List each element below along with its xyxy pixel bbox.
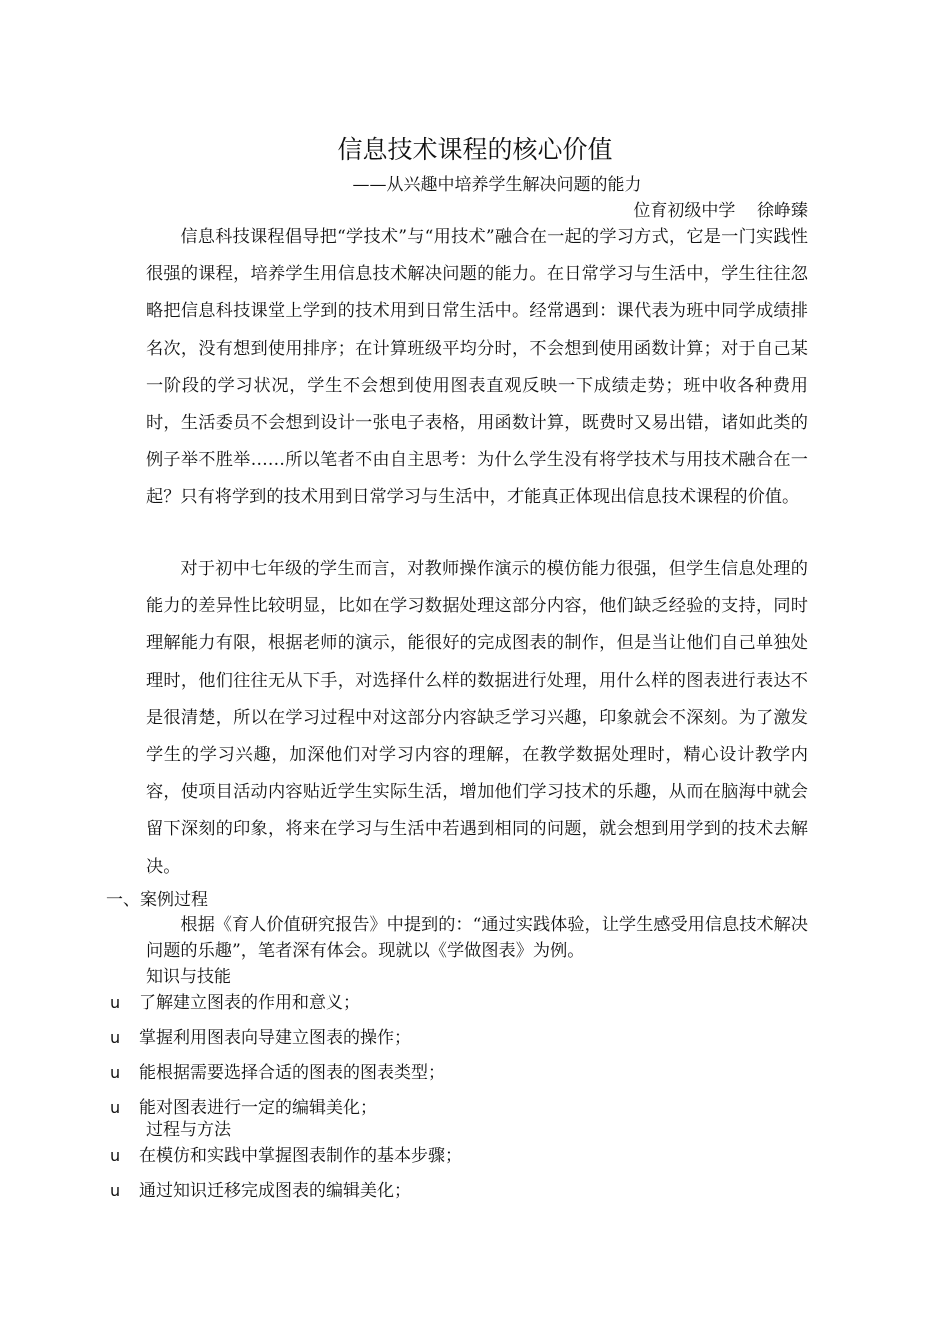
- list-item: [110, 1025, 411, 1051]
- bullet-marker: u: [110, 1028, 121, 1047]
- list-item-text: 了解建立图表的作用和意义；: [139, 993, 360, 1013]
- bullet-marker: u: [110, 1146, 121, 1165]
- list-item: [110, 1143, 462, 1169]
- list-item-text: 能对图表进行一定的编辑美化；: [139, 1098, 377, 1118]
- intro-paragraph: 根据《育人价值研究报告》中提到的：“通过实践体验，让学生感受用信息技术解决问题的乐趣”，笔者深有体会。现就以《学做图表》为例。: [146, 915, 808, 961]
- list-item-text: 掌握利用图表向导建立图表的操作；: [139, 1028, 411, 1048]
- list-item-text: 能根据需要选择合适的图表的图表类型；: [139, 1063, 445, 1083]
- bullet-marker: u: [110, 1181, 121, 1200]
- process-heading: 过程与方法: [146, 1120, 231, 1140]
- document-subtitle: ——从兴趣中培养学生解决问题的能力: [352, 175, 642, 195]
- body-paragraph-2: 对于初中七年级的学生而言，对教师操作演示的模仿能力很强，但学生信息处理的能力的差异性比较明显，比如在学习数据处理这部分内容，他们缺乏经验的支持，同时理解能力有限，根据老师的演示，能很好的完成图表的制作，但是当让他们自己单独处理时，他们往往无从下手，对选择什么样的数据进行处理，用什么样的图表进行表达不是很清楚，所以在学习过程中对这部分内容缺乏学习兴趣，印象就会不深刻。为了激发学生的学习兴趣，加深他们对学习内容的理解，在教学数据处理时，精心设计教学内容，使项目活动内容贴近学生实际生活，增加他们学习技术的乐趣，从而在脑海中就会留下深刻的印象，将来在学习与生活中若遇到相同的问题，就会想到用学到的技术去解决。: [146, 559, 808, 877]
- list-item: [110, 1178, 411, 1204]
- bullet-marker: u: [110, 1063, 121, 1082]
- list-item-text: 在模仿和实践中掌握图表制作的基本步骤；: [139, 1146, 462, 1166]
- knowledge-heading: 知识与技能: [146, 967, 231, 987]
- bullet-marker: u: [110, 1098, 121, 1117]
- list-item-text: 通过知识迁移完成图表的编辑美化；: [139, 1181, 411, 1201]
- list-item: [110, 1060, 445, 1086]
- section-heading: 一、案例过程: [106, 890, 208, 910]
- list-item: [110, 990, 360, 1016]
- bullet-marker: u: [110, 993, 121, 1012]
- author-line: 位育初级中学 徐峥臻: [633, 201, 808, 221]
- body-paragraph-1: 信息科技课程倡导把“学技术”与“用技术”融合在一起的学习方式，它是一门实践性很强的课程，培养学生用信息技术解决问题的能力。在日常学习与生活中，学生往往忽略把信息科技课堂上学到的技术用到日常生活中。经常遇到：课代表为班中同学成绩排名次，没有想到使用排序；在计算班级平均分时，不会想到使用函数计算；对于自己某一阶段的学习状况，学生不会想到使用图表直观反映一下成绩走势；班中收各种费用时，生活委员不会想到设计一张电子表格，用函数计算，既费时又易出错，诸如此类的例子举不胜举……所以笔者不由自主思考：为什么学生没有将学技术与用技术融合在一起？只有将学到的技术用到日常学习与生活中，才能真正体现出信息技术课程的价值。: [146, 227, 808, 508]
- document-title: 信息技术课程的核心价值: [337, 135, 613, 164]
